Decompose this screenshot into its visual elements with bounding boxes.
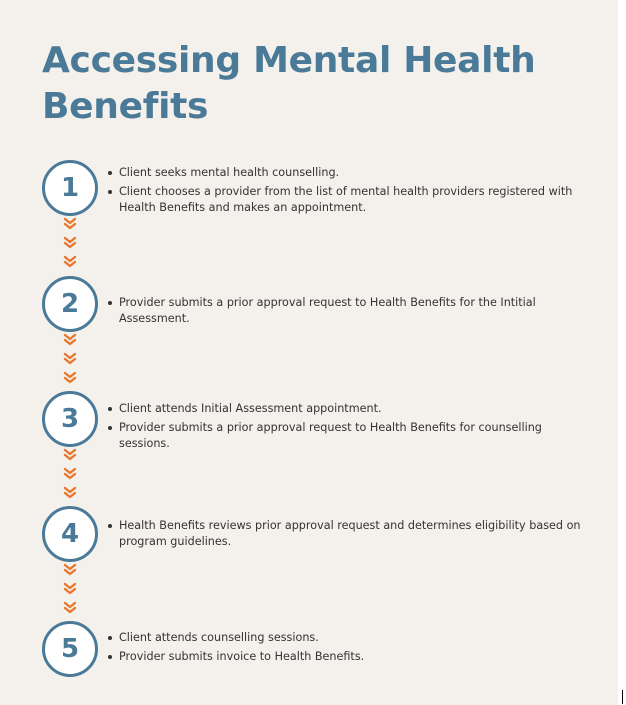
chevron-down-icon: [65, 450, 75, 454]
chevron-down-icon: [65, 488, 75, 492]
chevron-down-icon: [65, 565, 75, 569]
chevron-down-icon: [65, 224, 75, 228]
chevron-down-icon: [65, 570, 75, 574]
step-5-bullet-2: Provider submits invoice to Health Benefits.: [107, 649, 582, 665]
chevron-down-icon: [65, 219, 75, 223]
chevron-down-icon: [65, 354, 75, 358]
step-5-number: 5: [60, 634, 80, 664]
step-4-bullet-1: Health Benefits reviews prior approval request and determines eligibility based on program guidelines.: [107, 518, 582, 550]
chevron-down-icon: [65, 493, 75, 497]
chevron-down-icon: [65, 455, 75, 459]
step-3-bullet-list: [107, 401, 582, 455]
step-2-bullet-1: Provider submits a prior approval request to Health Benefits for the Intitial Assessment.: [107, 295, 582, 327]
step-1-bullet-1: Client seeks mental health counselling.: [107, 165, 582, 181]
step-4-circle: [42, 506, 98, 562]
step-1-circle: [42, 160, 98, 216]
chevron-connector-1-icon: [60, 217, 80, 271]
step-4-bullet-list: [107, 518, 582, 553]
chevron-down-icon: [65, 378, 75, 382]
step-2-circle: [42, 276, 98, 332]
chevron-down-icon: [65, 243, 75, 247]
step-5-bullet-1: Client attends counselling sessions.: [107, 630, 582, 646]
text-cursor: [622, 690, 623, 704]
chevron-down-icon: [65, 340, 75, 344]
step-3-number: 3: [60, 404, 80, 434]
step-1-bullet-2: Client chooses a provider from the list of mental health providers registered with Health Benefits and makes an appointment.: [107, 184, 582, 216]
chevron-connector-2-icon: [60, 333, 80, 387]
step-4-number: 4: [60, 519, 80, 549]
chevron-down-icon: [65, 359, 75, 363]
step-3-circle: [42, 391, 98, 447]
chevron-connector-4-icon: [60, 563, 80, 617]
step-5-circle: [42, 621, 98, 677]
chevron-down-icon: [65, 603, 75, 607]
chevron-down-icon: [65, 335, 75, 339]
chevron-connector-3-icon: [60, 448, 80, 502]
chevron-down-icon: [65, 262, 75, 266]
chevron-down-icon: [65, 608, 75, 612]
chevron-down-icon: [65, 584, 75, 588]
chevron-down-icon: [65, 474, 75, 478]
step-3-bullet-2: Provider submits a prior approval request to Health Benefits for counselling sessions.: [107, 420, 582, 452]
chevron-down-icon: [65, 469, 75, 473]
chevron-down-icon: [65, 257, 75, 261]
page-title: Accessing Mental Health Benefits: [42, 40, 536, 127]
step-2-bullet-list: [107, 295, 582, 330]
chevron-down-icon: [65, 589, 75, 593]
step-2-number: 2: [60, 289, 80, 319]
chevron-down-icon: [65, 238, 75, 242]
step-3-bullet-1: Client attends Initial Assessment appointment.: [107, 401, 582, 417]
step-1-bullet-list: [107, 165, 582, 219]
chevron-down-icon: [65, 373, 75, 377]
step-1-number: 1: [60, 173, 80, 203]
step-5-bullet-list: [107, 630, 582, 668]
